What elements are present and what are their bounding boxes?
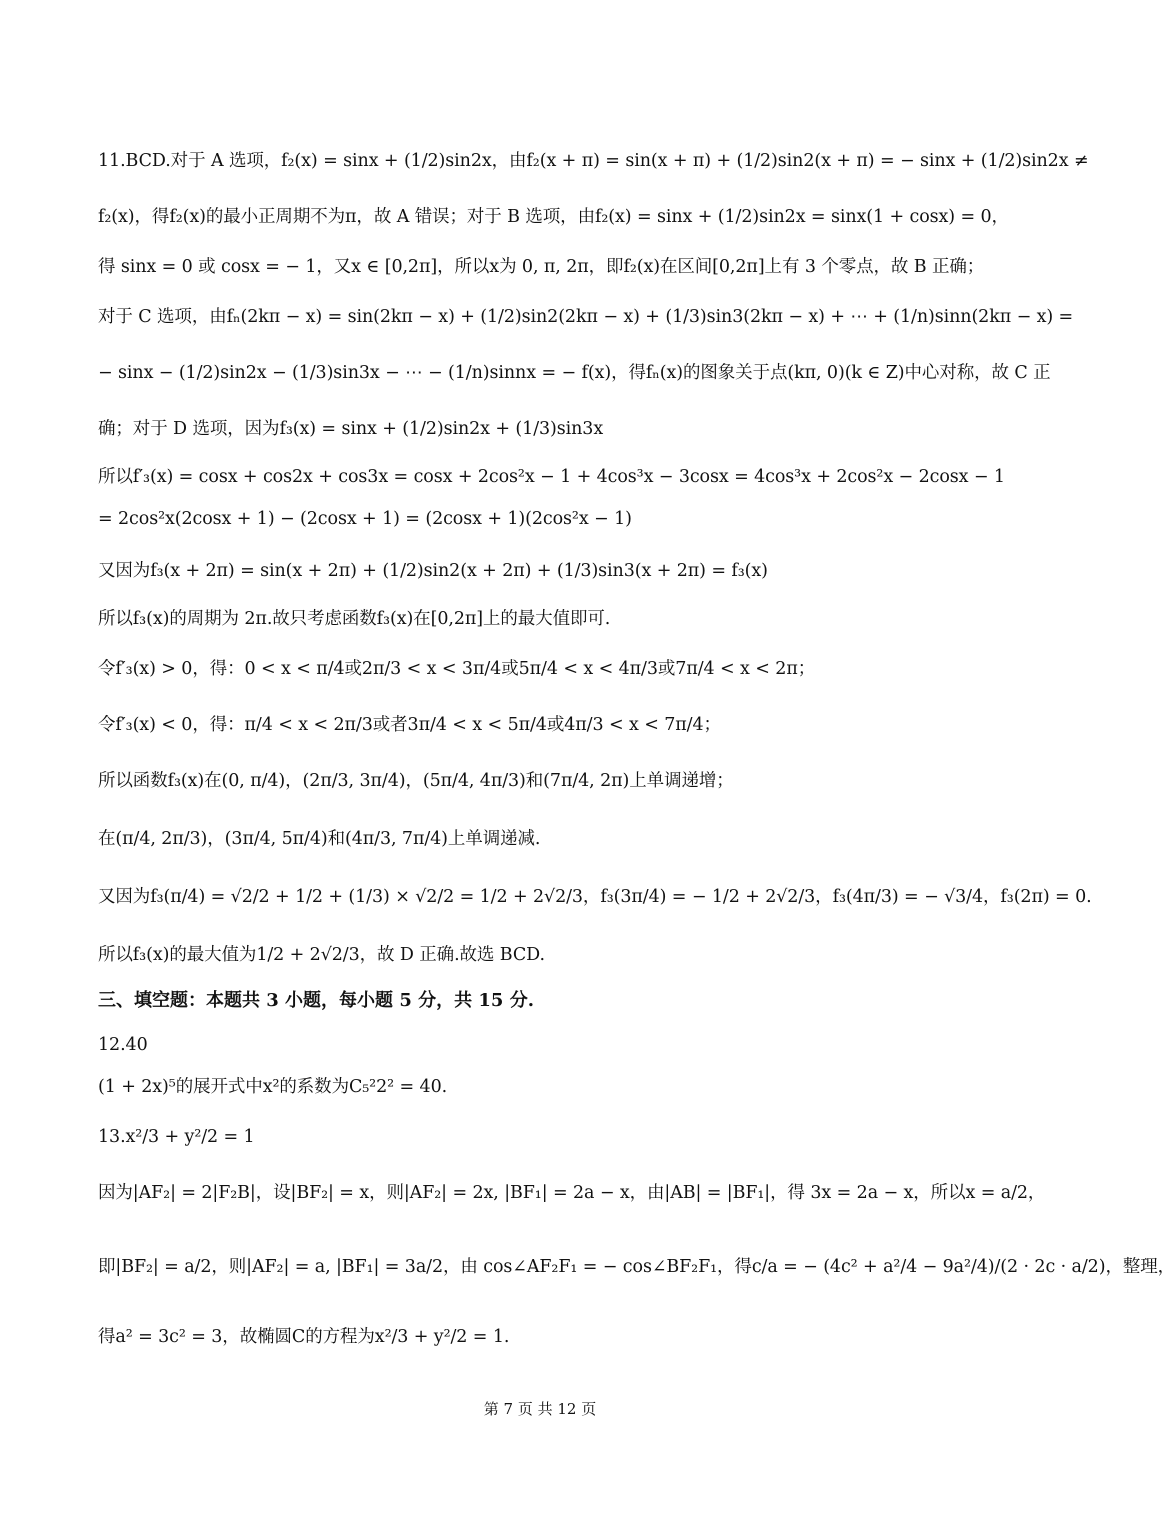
text-line: 所以f₃(x)的周期为 2π.故只考虑函数f₃(x)在[0,2π]上的最大值即可. bbox=[98, 609, 611, 629]
text-line: 对于 C 选项，由fₙ(2kπ − x) = sin(2kπ − x) + (1/2)sin2(2kπ − x) + (1/3)sin3(2kπ − x) + ⋯ + (1/n)sinn(2kπ − x) = bbox=[98, 307, 1074, 327]
text-line: 又因为f₃(x + 2π) = sin(x + 2π) + (1/2)sin2(x + 2π) + (1/3)sin3(x + 2π) = f₃(x) bbox=[98, 561, 768, 581]
text-line: f₂(x)，得f₂(x)的最小正周期不为π，故 A 错误；对于 B 选项，由f₂(x) = sinx + (1/2)sin2x = sinx(1 + cosx) = 0， bbox=[98, 207, 1009, 227]
text-line: = 2cos²x(2cosx + 1) − (2cosx + 1) = (2cosx + 1)(2cos²x − 1) bbox=[98, 509, 632, 529]
text-line: 在(π/4, 2π/3)，(3π/4, 5π/4)和(4π/3, 7π/4)上单调递减. bbox=[98, 829, 541, 849]
page-footer: 第 7 页 共 12 页 bbox=[483, 1400, 597, 1418]
text-line: 令f′₃(x) < 0，得：π/4 < x < 2π/3或者3π/4 < x < 5π/4或4π/3 < x < 7π/4； bbox=[98, 715, 721, 735]
text-line: 得 sinx = 0 或 cosx = − 1，又x ∈ [0,2π]，所以x为 0, π, 2π，即f₂(x)在区间[0,2π]上有 3 个零点，故 B 正确； bbox=[98, 257, 985, 277]
text-line: 确；对于 D 选项，因为f₃(x) = sinx + (1/2)sin2x + (1/3)sin3x bbox=[98, 419, 604, 439]
text-line: 令f′₃(x) > 0，得：0 < x < π/4或2π/3 < x < 3π/4或5π/4 < x < 4π/3或7π/4 < x < 2π； bbox=[98, 659, 816, 679]
text-line: (1 + 2x)⁵的展开式中x²的系数为C₅²2² = 40. bbox=[98, 1077, 448, 1097]
text-line: − sinx − (1/2)sin2x − (1/3)sin3x − ⋯ − (1/n)sinnx = − f(x)，得fₙ(x)的图象关于点(kπ, 0)(k ∈ Z)中心对称，故 C 正 bbox=[98, 363, 1051, 383]
text-line: 所以函数f₃(x)在(0, π/4)，(2π/3, 3π/4)，(5π/4, 4π/3)和(7π/4, 2π)上单调递增； bbox=[98, 771, 734, 791]
text-line: 得a² = 3c² = 3，故椭圆C的方程为x²/3 + y²/2 = 1. bbox=[98, 1327, 510, 1347]
text-line: 13.x²/3 + y²/2 = 1 bbox=[98, 1127, 255, 1147]
text-line: 11.BCD.对于 A 选项，f₂(x) = sinx + (1/2)sin2x，由f₂(x + π) = sin(x + π) + (1/2)sin2(x + π) = − sinx + (1/2)sin2x ≠ bbox=[98, 151, 1089, 171]
section-heading: 三、填空题：本题共 3 小题，每小题 5 分，共 15 分. bbox=[98, 990, 534, 1011]
text-line: 12.40 bbox=[98, 1035, 148, 1055]
text-line: 因为|AF₂| = 2|F₂B|，设|BF₂| = x，则|AF₂| = 2x, |BF₁| = 2a − x，由|AB| = |BF₁|，得 3x = 2a − x，所以x = a/2， bbox=[98, 1183, 1046, 1203]
text-line: 所以f′₃(x) = cosx + cos2x + cos3x = cosx + 2cos²x − 1 + 4cos³x − 3cosx = 4cos³x + 2cos²x − 2cosx − 1 bbox=[98, 467, 1005, 487]
text-line: 即|BF₂| = a/2，则|AF₂| = a, |BF₁| = 3a/2，由 cos∠AF₂F₁ = − cos∠BF₂F₁，得c/a = − (4c² + a²/4 − 9a²/4)/(2 · 2c · a/2)，整理， bbox=[98, 1257, 1175, 1277]
text-line: 又因为f₃(π/4) = √2/2 + 1/2 + (1/3) × √2/2 = 1/2 + 2√2/3，f₃(3π/4) = − 1/2 + 2√2/3，f₃(4π/3) = − √3/4，f₃(2π) = 0. bbox=[98, 887, 1092, 907]
text-line: 所以f₃(x)的最大值为1/2 + 2√2/3，故 D 正确.故选 BCD. bbox=[98, 945, 545, 965]
